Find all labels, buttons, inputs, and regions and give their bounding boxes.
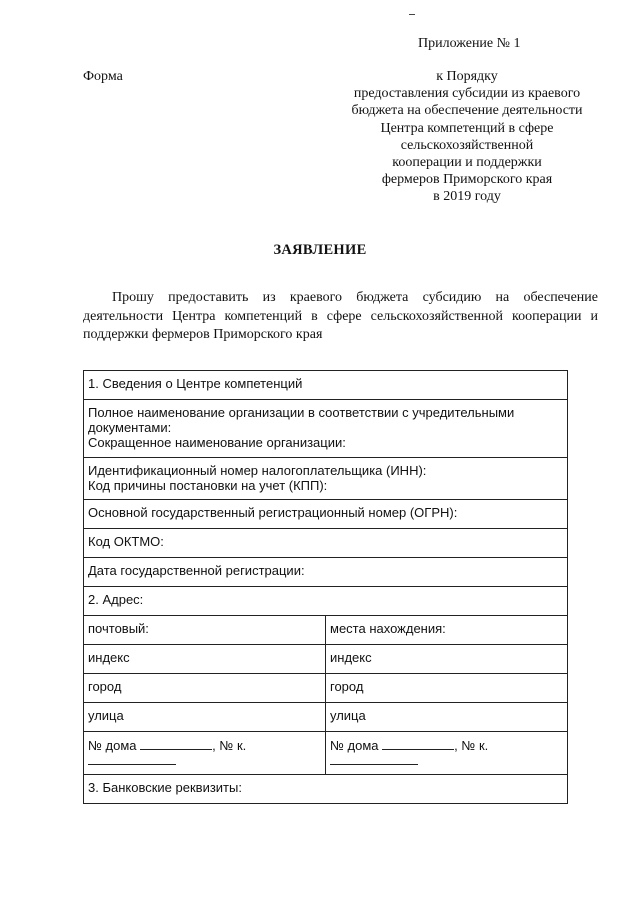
section-3-heading: 3. Банковские реквизиты: xyxy=(88,780,242,795)
table-row xyxy=(84,458,568,500)
oktmo-label: Код ОКТМО: xyxy=(88,534,164,549)
location-city-cell[interactable] xyxy=(326,674,568,703)
table-row xyxy=(84,371,568,400)
inn-label: Идентификационный номер налогоплательщика (ИНН): xyxy=(88,463,427,478)
postal-address-cell[interactable] xyxy=(84,616,326,645)
postal-city-cell[interactable] xyxy=(84,674,326,703)
org-name-cell[interactable] xyxy=(84,400,568,458)
form-label: Форма xyxy=(83,69,123,84)
full-name-label-cont: документами: xyxy=(88,420,172,435)
request-line: Прошу предоставить из краевого бюджета субсидию на обеспечение xyxy=(112,290,598,305)
order-line: Центра компетенций в сфере xyxy=(380,120,554,136)
section-2-heading: 2. Адрес: xyxy=(88,592,144,607)
location-street-label: улица xyxy=(330,708,366,723)
apartment-label: , № к. xyxy=(212,738,247,753)
order-line: кооперации и поддержки xyxy=(392,155,542,171)
request-line: поддержки фермеров Приморского края xyxy=(83,327,323,342)
inn-kpp-cell[interactable] xyxy=(84,458,568,500)
apartment-blank xyxy=(88,753,176,765)
house-number-label: № дома xyxy=(88,738,137,753)
section-1-cell[interactable] xyxy=(84,371,568,400)
section-1-heading: 1. Сведения о Центре компетенций xyxy=(88,376,303,391)
location-address-label: места нахождения: xyxy=(330,621,446,636)
location-city-label: город xyxy=(330,679,364,694)
full-name-label: Полное наименование организации в соответствии с учредительными xyxy=(88,405,515,420)
oktmo-cell[interactable] xyxy=(84,529,568,558)
apartment-blank xyxy=(330,753,418,765)
postal-index-label: индекс xyxy=(88,650,130,665)
reg-date-label: Дата государственной регистрации: xyxy=(88,563,305,578)
order-line: в 2019 году xyxy=(433,189,501,205)
location-index-label: индекс xyxy=(330,650,372,665)
table-row xyxy=(84,500,568,529)
application-form-table xyxy=(83,370,568,804)
request-paragraph xyxy=(83,289,598,345)
postal-address-label: почтовый: xyxy=(88,621,149,636)
order-line: фермеров Приморского края xyxy=(381,172,553,188)
document-title: ЗАЯВЛЕНИЕ xyxy=(273,242,367,258)
table-row xyxy=(84,674,568,703)
short-name-label: Сокращенное наименование организации: xyxy=(88,435,346,450)
page-mark xyxy=(409,14,415,15)
order-line: предоставления субсидии из краевого xyxy=(353,86,581,102)
table-row xyxy=(84,703,568,732)
table-row xyxy=(84,775,568,804)
postal-street-cell[interactable] xyxy=(84,703,326,732)
house-number-blank xyxy=(382,737,454,750)
location-address-cell[interactable] xyxy=(326,616,568,645)
appendix-label: Приложение № 1 xyxy=(418,36,521,51)
kpp-label: Код причины постановки на учет (КПП): xyxy=(88,478,328,493)
location-street-cell[interactable] xyxy=(326,703,568,732)
order-line: бюджета на обеспечение деятельности xyxy=(351,103,583,119)
house-number-blank xyxy=(140,737,212,750)
table-row xyxy=(84,400,568,458)
apartment-label: , № к. xyxy=(454,738,489,753)
section-3-cell[interactable] xyxy=(84,775,568,804)
order-line: к Порядку xyxy=(436,69,498,84)
postal-index-cell[interactable] xyxy=(84,645,326,674)
order-reference xyxy=(336,68,598,206)
house-number-label: № дома xyxy=(330,738,379,753)
reg-date-cell[interactable] xyxy=(84,558,568,587)
postal-street-label: улица xyxy=(88,708,124,723)
order-line: сельскохозяйственной xyxy=(400,137,534,153)
table-row xyxy=(84,616,568,645)
table-row xyxy=(84,558,568,587)
section-2-cell[interactable] xyxy=(84,587,568,616)
table-row xyxy=(84,587,568,616)
ogrn-cell[interactable] xyxy=(84,500,568,529)
ogrn-label: Основной государственный регистрационный номер (ОГРН): xyxy=(88,505,458,520)
table-row xyxy=(84,645,568,674)
request-line: деятельности Центра компетенций в сфере сельскохозяйственной кооперации и xyxy=(83,308,598,324)
postal-house-cell[interactable] xyxy=(84,732,326,775)
location-house-cell[interactable] xyxy=(326,732,568,775)
postal-city-label: город xyxy=(88,679,122,694)
table-row xyxy=(84,529,568,558)
location-index-cell[interactable] xyxy=(326,645,568,674)
table-row xyxy=(84,732,568,775)
